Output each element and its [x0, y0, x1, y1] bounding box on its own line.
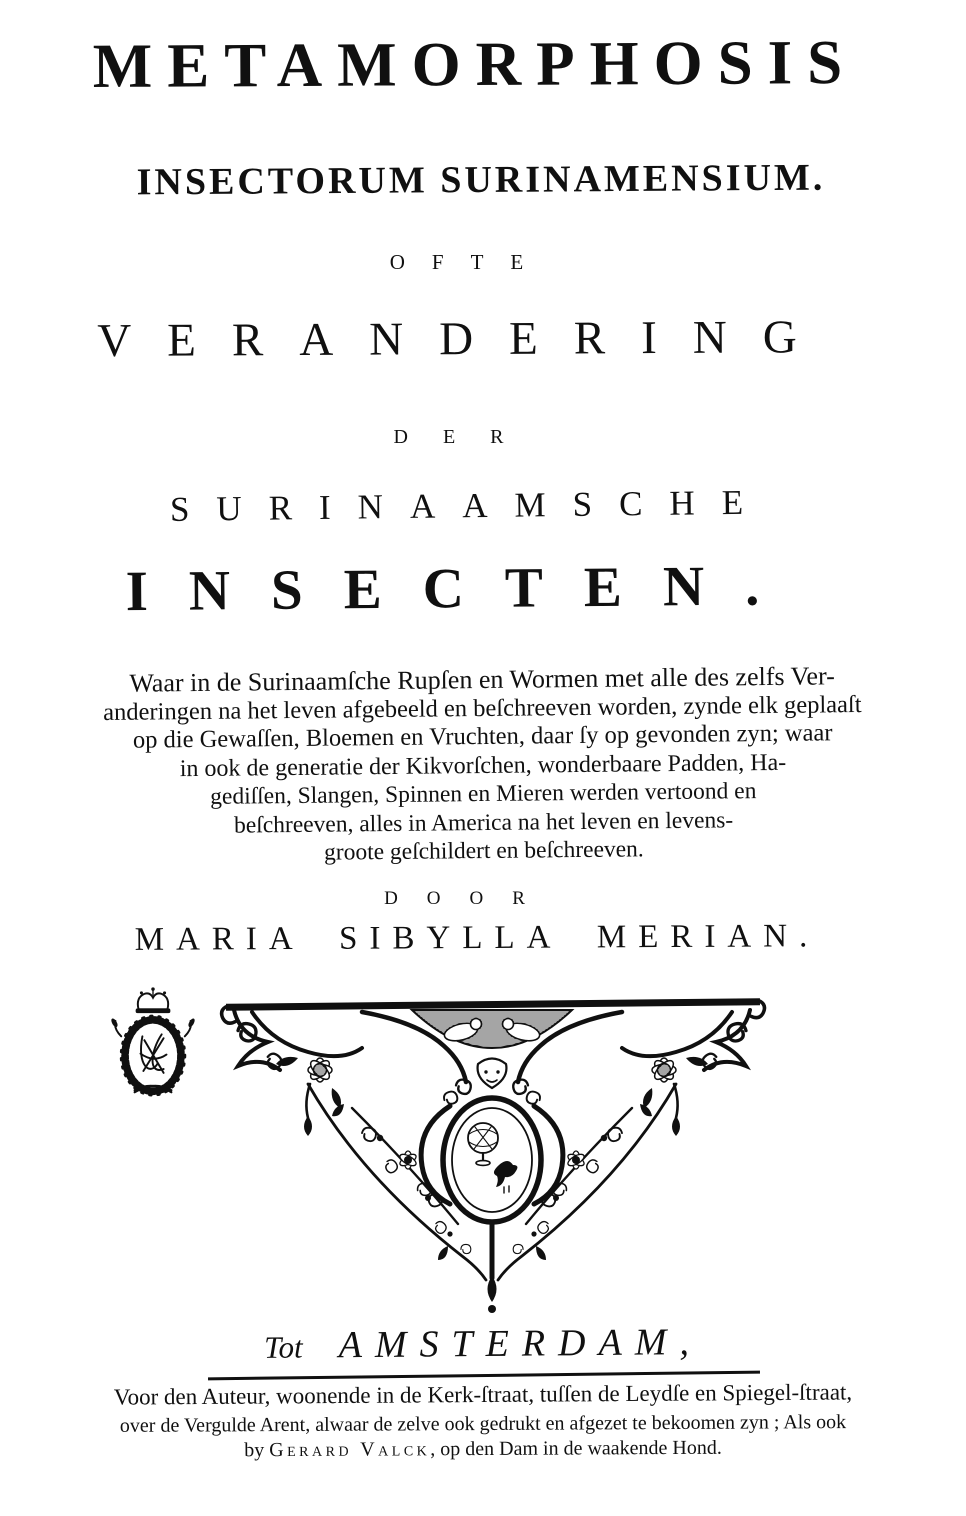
- summary-line: beſchreeven, alles in America na het leven en levens-: [233, 806, 734, 839]
- insecten-title: INSECTEN.: [125, 554, 801, 624]
- summary-line: anderingen na het leven afgebeeld en beſchreeven worden, zynde elk geplaaſt: [103, 690, 862, 726]
- door-label: DOOR: [384, 888, 554, 909]
- der-word: DER: [393, 426, 539, 448]
- latin-subtitle: INSECTORUM SURINAMENSIUM.: [136, 156, 826, 204]
- imprint-place-prefix: Tot: [263, 1329, 303, 1365]
- summary-line: op die Gewaſſen, Bloemen en Vruchten, daar ſy op gevonden zyn; waar: [132, 719, 833, 754]
- publisher-name: Gerard Valck: [269, 1438, 431, 1462]
- imprint-line-3: [0, 1435, 966, 1463]
- imprint-place-name: AMSTERDAM,: [338, 1321, 703, 1367]
- summary-paragraph: [0, 661, 966, 871]
- imprint-line-1: Voor den Auteur, woonende in de Kerk-ſtraat, tuſſen de Leydſe en Spiegel-ſtraat,: [113, 1379, 853, 1410]
- library-stamp-icon: [100, 986, 206, 1102]
- imprint-line-3-suffix: , op den Dam in de waakende Hond.: [430, 1436, 722, 1461]
- imprint-line-2: over de Vergulde Arent, alwaar de zelve ook gedrukt en afgezet te bekoomen zyn ; Als ook: [119, 1411, 847, 1437]
- summary-line: Waar in de Surinaamſche Rupſen en Wormen met alle des zelfs Ver-: [129, 661, 835, 698]
- main-title: METAMORPHOSIS: [92, 27, 858, 102]
- dutch-title-verandering: VERANDERING: [97, 311, 833, 368]
- summary-line: groote geſchildert en beſchreeven.: [323, 836, 644, 866]
- ofte-word: OFTE: [389, 250, 551, 274]
- imprint-rule: [208, 1371, 760, 1380]
- author-name: MARIA SIBYLLA MERIAN.: [134, 918, 820, 958]
- imprint-line-3-prefix: by: [244, 1439, 265, 1462]
- summary-line: in ook de generatie der Kikvorſchen, wonderbaare Padden, Ha-: [179, 749, 787, 782]
- headpiece-vignette-icon: [212, 988, 772, 1318]
- surinaamsche-title: SURINAAMSCHE: [169, 482, 771, 529]
- summary-line: gediſſen, Slangen, Spinnen en Mieren werden vertoond en: [210, 778, 757, 810]
- imprint-city-line: [0, 1318, 966, 1370]
